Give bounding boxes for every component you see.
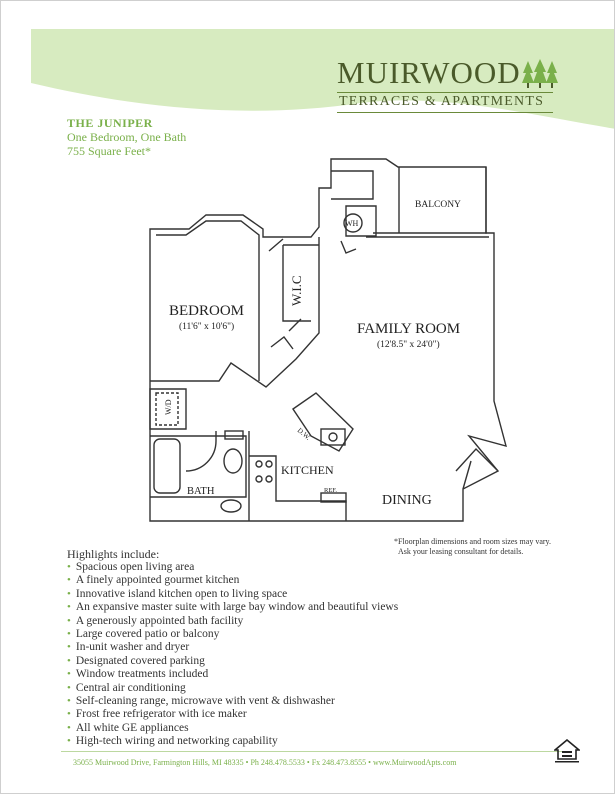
pine-trees-icon xyxy=(522,59,558,89)
highlight-item xyxy=(67,615,398,628)
highlight-text: Innovative island kitchen open to living space xyxy=(75,587,288,600)
highlight-text: An expansive master suite with large bay window and beautiful views xyxy=(75,601,399,614)
bullet-icon: • xyxy=(67,708,71,721)
highlight-text: Designated covered parking xyxy=(75,654,205,667)
bullet-icon: • xyxy=(67,681,71,694)
highlight-text: Self-cleaning range, microwave with vent & dishwasher xyxy=(75,695,335,708)
bedroom-label: BEDROOM xyxy=(169,303,245,319)
bullet-icon: • xyxy=(67,654,71,667)
highlights-title: Highlights include: xyxy=(67,547,160,561)
highlight-item xyxy=(67,668,398,681)
wd-label: W/D xyxy=(164,399,173,415)
bullet-icon: • xyxy=(67,695,71,708)
floorplan-drawing xyxy=(141,151,511,531)
bedroom-dims: (11'6" x 10'6") xyxy=(179,322,235,332)
highlight-text: All white GE appliances xyxy=(75,721,189,734)
ref-label: REF. xyxy=(324,487,338,494)
logo-rule-top xyxy=(337,92,553,93)
highlight-item xyxy=(67,628,398,641)
wic-label: W.I.C xyxy=(289,275,304,306)
bullet-icon: • xyxy=(67,614,71,627)
kitchen-label: KITCHEN xyxy=(281,463,334,477)
highlight-text: A finely appointed gourmet kitchen xyxy=(75,574,240,587)
highlight-item xyxy=(67,588,398,601)
highlight-text: Window treatments included xyxy=(75,668,209,681)
highlights-list xyxy=(67,561,398,749)
plan-size: 755 Square Feet* xyxy=(67,144,151,158)
footer-contact: 35055 Muirwood Drive, Farmington Hills, MI 48335 • Ph 248.478.5533 • Fx 248.473.8555 • www.MuirwoodApts.com xyxy=(73,758,457,767)
disclaimer-line-2: Ask your leasing consultant for details. xyxy=(398,547,524,556)
highlight-text: Frost free refrigerator with ice maker xyxy=(75,708,247,721)
highlight-item xyxy=(67,655,398,668)
plan-name: THE JUNIPER xyxy=(67,116,153,130)
bullet-icon: • xyxy=(67,735,71,748)
bullet-icon: • xyxy=(67,601,71,614)
highlight-item xyxy=(67,641,398,654)
bullet-icon: • xyxy=(67,587,71,600)
highlight-text: In-unit washer and dryer xyxy=(75,641,190,654)
highlight-item xyxy=(67,561,398,574)
highlight-item xyxy=(67,708,398,721)
bullet-icon: • xyxy=(67,668,71,681)
bullet-icon: • xyxy=(67,574,71,587)
family-room-label: FAMILY ROOM xyxy=(357,321,461,337)
highlight-item xyxy=(67,682,398,695)
dining-label: DINING xyxy=(382,493,432,508)
highlight-text: Large covered patio or balcony xyxy=(75,628,220,641)
brand-subtitle: TERRACES & APARTMENTS xyxy=(339,94,545,109)
brand-name: MUIRWOOD xyxy=(337,55,521,90)
highlight-item xyxy=(67,695,398,708)
highlight-text: Central air conditioning xyxy=(75,681,186,694)
bath-label: BATH xyxy=(187,486,215,497)
bullet-icon: • xyxy=(67,561,71,573)
equal-housing-icon xyxy=(554,739,580,765)
highlight-item xyxy=(67,601,398,614)
bullet-icon: • xyxy=(67,641,71,654)
logo-rule-bottom xyxy=(337,112,553,113)
disclaimer-line-1: *Floorplan dimensions and room sizes may vary. xyxy=(394,537,552,546)
highlight-item xyxy=(67,574,398,587)
family-room-dims: (12'8.5" x 24'0") xyxy=(377,340,440,350)
floorplan-disclaimer xyxy=(394,537,551,557)
highlight-item xyxy=(67,722,398,735)
highlight-item xyxy=(67,735,398,748)
balcony-label: BALCONY xyxy=(415,200,461,210)
wh-label: WH xyxy=(345,219,359,228)
footer-rule xyxy=(61,751,571,752)
highlight-text: High-tech wiring and networking capability xyxy=(75,735,278,748)
highlight-text: A generously appointed bath facility xyxy=(75,614,244,627)
dw-label: D.W. xyxy=(295,426,312,442)
bullet-icon: • xyxy=(67,721,71,734)
bullet-icon: • xyxy=(67,628,71,641)
highlight-text: Spacious open living area xyxy=(75,561,195,573)
plan-type: One Bedroom, One Bath xyxy=(67,130,187,144)
